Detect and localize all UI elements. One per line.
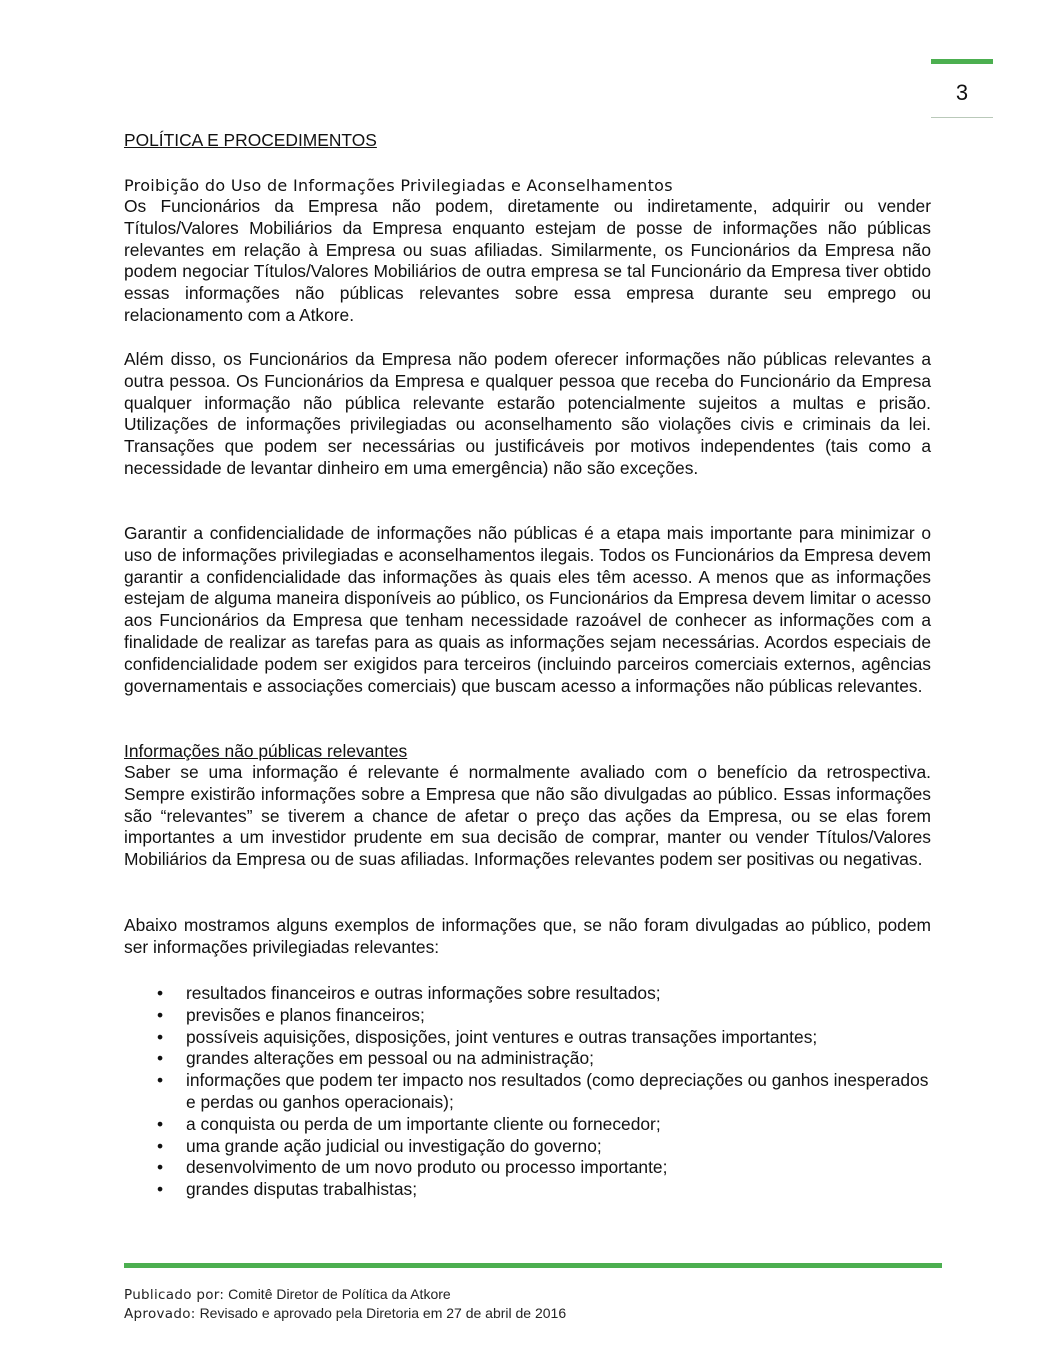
subtitle: Proibição do Uso de Informações Privilegiadas e Aconselhamentos <box>124 176 673 195</box>
approved-value: Revisado e aprovado pela Diretoria em 27 de abril de 2016 <box>199 1305 567 1321</box>
list-item: • possíveis aquisições, disposições, joint ventures e outras transações importantes; <box>124 1027 931 1049</box>
subsection-title: Informações não públicas relevantes <box>124 741 408 761</box>
list-item: • resultados financeiros e outras informações sobre resultados; <box>124 983 931 1005</box>
footer-approved <box>124 1304 566 1323</box>
paragraph: Os Funcionários da Empresa não podem, diretamente ou indiretamente, adquirir ou vender Títulos/Valores Mobiliários da Empresa enquanto estejam de posse de informações não públicas relevantes em relação à Empresa ou suas afiliadas. Similarmente, os Funcionários da Empresa não podem negociar Títulos/Valores Mobiliários de outra empresa se tal Funcionário da Empresa tiver obtido essas informações não públicas relevantes sobre essa empresa durante seu emprego ou relacionamento com a Atkore. <box>124 196 931 325</box>
footer-accent-bar <box>124 1263 942 1268</box>
list-item: • uma grande ação judicial ou investigação do governo; <box>124 1136 931 1158</box>
list-item: • previsões e planos financeiros; <box>124 1005 931 1027</box>
list-item: • a conquista ou perda de um importante cliente ou fornecedor; <box>124 1114 931 1136</box>
page-number: 3 <box>955 80 969 105</box>
list-item: • grandes disputas trabalhistas; <box>124 1179 931 1201</box>
paragraph: Saber se uma informação é relevante é normalmente avaliado com o benefício da retrospectiva. Sempre existirão informações sobre a Empresa que não são divulgadas ao público. Essas informações são “relevantes” se tiverem a chance de afetar o preço das ações da Empresa, ou se elas forem importantes a um investidor prudente em sua decisão de comprar, manter ou vender Títulos/Valores Mobiliários da Empresa ou de suas afiliadas. Informações relevantes podem ser positivas ou negativas. <box>124 762 931 870</box>
list-item: • grandes alterações em pessoal ou na administração; <box>124 1048 931 1070</box>
footer-published <box>124 1285 451 1304</box>
paragraph: Garantir a confidencialidade de informações não públicas é a etapa mais importante para minimizar o uso de informações privilegiadas e aconselhamentos ilegais. Todos os Funcionários da Empresa devem garantir a confidencialidade das informações às quais eles têm acesso. A menos que as informações estejam de alguma maneira disponíveis ao público, os Funcionários da Empresa devem limitar o acesso aos Funcionários da Empresa que tenham necessidade razoável de conhecer as informações com a finalidade de realizar as tarefas para as quais as informações sejam necessárias. Acordos especiais de confidencialidade podem ser exigidos para terceiros (incluindo parceiros comerciais externos, agências governamentais e associações comerciais) que buscam acesso a informações não públicas relevantes. <box>124 523 931 696</box>
section-title: POLÍTICA E PROCEDIMENTOS <box>124 130 377 150</box>
published-label: Publicado por: <box>124 1287 225 1303</box>
header-accent-bar <box>931 59 993 64</box>
approved-label: Aprovado: <box>124 1306 196 1322</box>
header-divider <box>931 117 993 118</box>
list-item: • desenvolvimento de um novo produto ou processo importante; <box>124 1157 931 1179</box>
paragraph: Abaixo mostramos alguns exemplos de informações que, se não foram divulgadas ao público, podem ser informações privilegiadas relevantes: <box>124 915 931 957</box>
examples-list <box>124 983 931 1201</box>
list-item: • informações que podem ter impacto nos resultados (como depreciações ou ganhos inesperados e perdas ou ganhos operacionais); <box>124 1070 931 1114</box>
published-value: Comitê Diretor de Política da Atkore <box>228 1286 451 1302</box>
paragraph: Além disso, os Funcionários da Empresa não podem oferecer informações não públicas relevantes a outra pessoa. Os Funcionários da Empresa e qualquer pessoa que receba do Funcionário da Empresa qualquer informação não pública relevante estarão potencialmente sujeitos a multas e prisão. Utilizações de informações privilegiadas ou aconselhamento são violações civis e criminais da lei. Transações que podem ser necessárias ou justificáveis por motivos independentes (tais como a necessidade de levantar dinheiro em uma emergência) não são exceções. <box>124 349 931 478</box>
